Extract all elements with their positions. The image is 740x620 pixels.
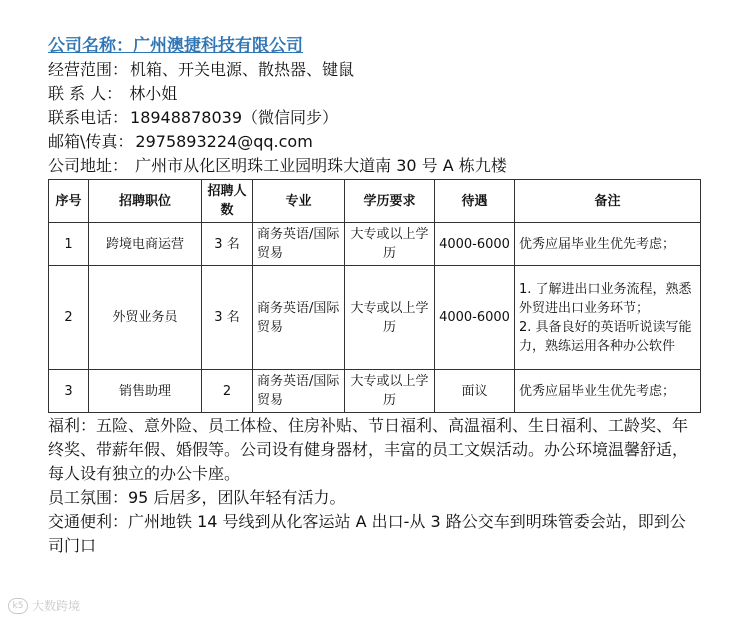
job-posting <box>48 34 700 558</box>
watermark <box>8 597 80 614</box>
info-value: 18948878039（微信同步） <box>130 108 338 127</box>
info-value: 2975893224@qq.com <box>135 132 313 151</box>
info-value: 林小姐 <box>124 84 178 103</box>
note-line: 优秀应届毕业生优先考虑； <box>519 236 676 252</box>
table-row <box>49 223 701 266</box>
info-label: 联系电话： <box>48 108 129 127</box>
cell-position: 外贸业务员 <box>89 266 202 370</box>
info-line <box>48 58 700 82</box>
cell-salary: 面议 <box>435 370 515 413</box>
cell-count: 2 <box>202 370 253 413</box>
cell-education: 大专或以上学历 <box>345 266 435 370</box>
company-label: 公司名称： <box>48 36 133 56</box>
info-value: 广州市从化区明珠工业园明珠大道南 30 号 A 栋九楼 <box>130 156 507 175</box>
cell-note <box>515 266 701 370</box>
benefits-section <box>48 414 700 558</box>
info-label: 联 系 人： <box>48 84 123 103</box>
cell-salary: 4000-6000 <box>435 223 515 266</box>
benefit-paragraph: 交通便利：广州地铁 14 号线到从化客运站 A 出口-从 3 路公交车到明珠管委会站，即到公司门口 <box>48 512 686 555</box>
cell-major: 商务英语/国际贸易 <box>253 370 345 413</box>
info-label: 经营范围： <box>48 60 129 79</box>
cell-position: 销售助理 <box>89 370 202 413</box>
cell-note <box>515 223 701 266</box>
cell-no: 1 <box>49 223 89 266</box>
cell-note <box>515 370 701 413</box>
column-header: 学历要求 <box>345 180 435 223</box>
info-line <box>48 130 700 154</box>
cell-education: 大专或以上学历 <box>345 370 435 413</box>
cell-no: 3 <box>49 370 89 413</box>
benefit-paragraph: 福利：五险、意外险、员工体检、住房补贴、节日福利、高温福利、生日福利、工龄奖、年终奖、带薪年假、婚假等。公司设有健身器材，丰富的员工文娱活动。办公环境温馨舒适，每人设有独立的办公卡座。 <box>48 416 689 483</box>
info-line <box>48 82 700 106</box>
cell-major: 商务英语/国际贸易 <box>253 223 345 266</box>
company-info <box>48 58 700 178</box>
cell-salary: 4000-6000 <box>435 266 515 370</box>
column-header: 招聘职位 <box>89 180 202 223</box>
column-header: 招聘人数 <box>202 180 253 223</box>
column-header: 待遇 <box>435 180 515 223</box>
note-line: 2. 具备良好的英语听说读写能力，熟练运用各种办公软件 <box>519 319 692 354</box>
info-line <box>48 106 700 130</box>
watermark-logo-icon: k5 <box>8 598 28 614</box>
cell-education: 大专或以上学历 <box>345 223 435 266</box>
info-value: 机箱、开关电源、散热器、键鼠 <box>130 60 355 79</box>
info-line <box>48 154 700 178</box>
benefit-paragraph: 员工氛围：95 后居多，团队年轻有活力。 <box>48 488 346 507</box>
info-label: 公司地址： <box>48 156 129 175</box>
cell-count: 3 名 <box>202 266 253 370</box>
watermark-text: 大数跨境 <box>32 599 81 613</box>
company-name: 广州澳捷科技有限公司 <box>133 36 303 56</box>
table-body <box>49 223 701 413</box>
note-line: 优秀应届毕业生优先考虑； <box>519 383 676 399</box>
info-label: 邮箱\传真： <box>48 132 134 151</box>
column-header: 专业 <box>253 180 345 223</box>
note-line: 1. 了解进出口业务流程，熟悉外贸进出口业务环节； <box>519 281 692 316</box>
column-header: 备注 <box>515 180 701 223</box>
cell-major: 商务英语/国际贸易 <box>253 266 345 370</box>
table-row <box>49 370 701 413</box>
cell-count: 3 名 <box>202 223 253 266</box>
cell-position: 跨境电商运营 <box>89 223 202 266</box>
cell-no: 2 <box>49 266 89 370</box>
jobs-table <box>48 179 701 413</box>
table-row <box>49 266 701 370</box>
column-header: 序号 <box>49 180 89 223</box>
company-title <box>48 34 700 58</box>
table-header-row <box>49 180 701 223</box>
